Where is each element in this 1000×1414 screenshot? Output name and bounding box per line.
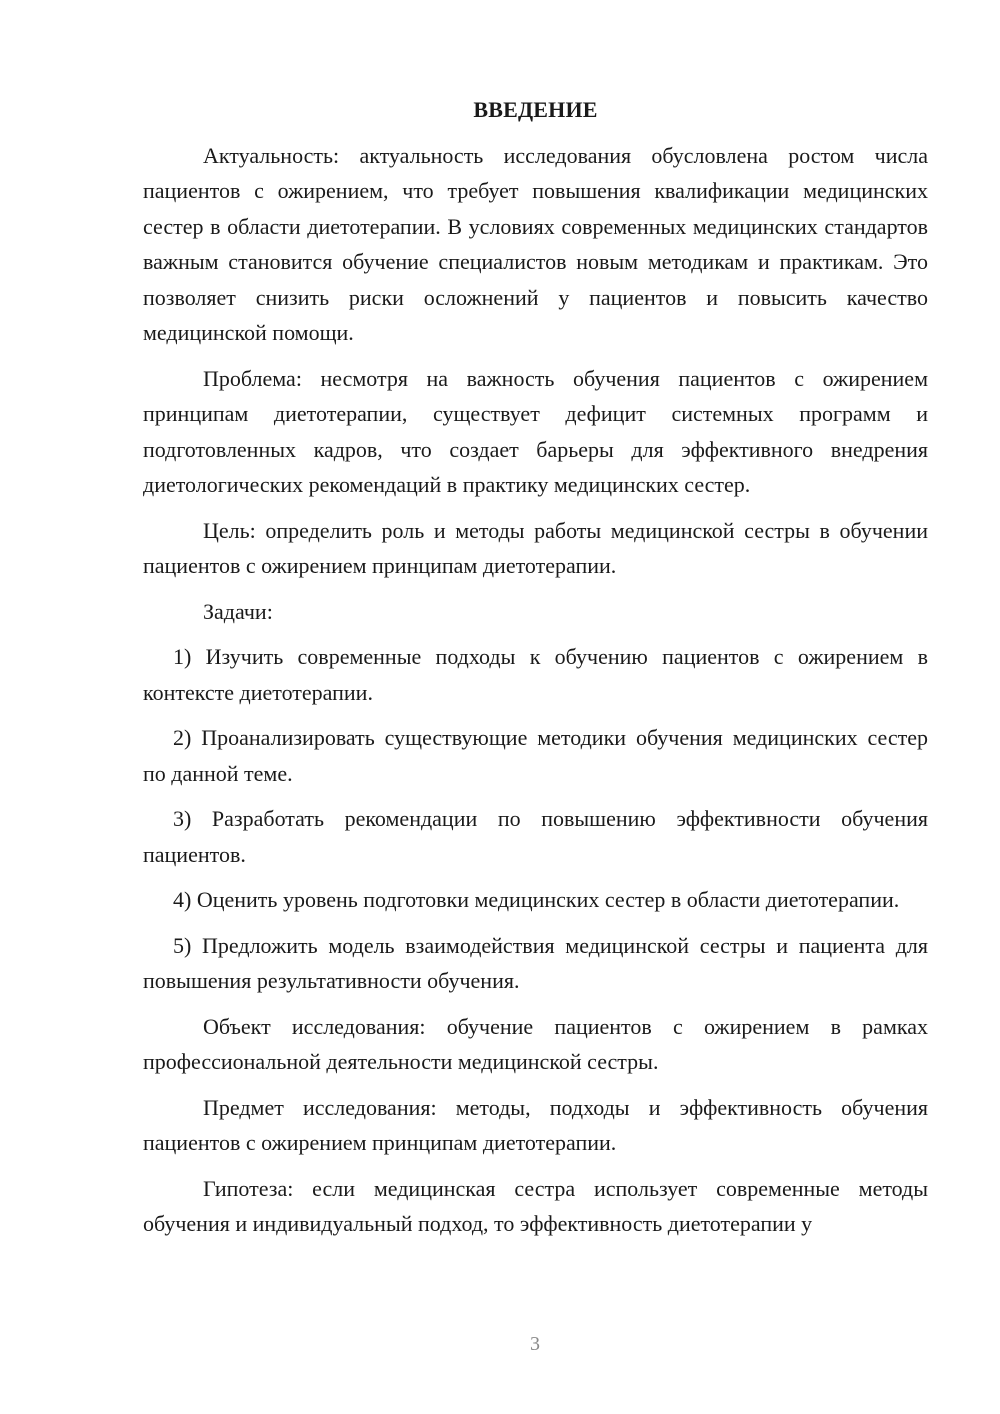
paragraph-relevance: Актуальность: актуальность исследования обусловлена ростом числа пациентов с ожирением, что требует повышения квалификации медицинских сестер в области диетотерапии. В условиях современных медицинских стандартов важным становится обучение специалистов новым методикам и практикам. Это позволяет снизить риски осложнений у пациентов и повысить качество медицинской помощи. <box>143 142 928 345</box>
task-item-5: 5) Предложить модель взаимодействия медицинской сестры и пациента для повышения результативности обучения. <box>143 932 928 993</box>
paragraph-goal: Цель: определить роль и методы работы медицинской сестры в обучении пациентов с ожирением принципам диетотерапии. <box>143 517 928 578</box>
page-number: 3 <box>530 1333 540 1355</box>
paragraph-problem: Проблема: несмотря на важность обучения пациентов с ожирением принципам диетотерапии, существует дефицит системных программ и подготовленных кадров, что создает барьеры для эффективного внедрения диетологических рекомендаций в практику медицинских сестер. <box>143 365 928 497</box>
page-content <box>143 92 928 1242</box>
page-heading: ВВЕДЕНИЕ <box>473 97 598 122</box>
task-item-1: 1) Изучить современные подходы к обучению пациентов с ожирением в контексте диетотерапии. <box>143 644 928 705</box>
paragraph-hypothesis: Гипотеза: если медицинская сестра использует современные методы обучения и индивидуальный подход, то эффективность диетотерапии у <box>143 1175 928 1236</box>
task-item-2: 2) Проанализировать существующие методики обучения медицинских сестер по данной теме. <box>143 725 928 786</box>
paragraph-subject: Предмет исследования: методы, подходы и эффективность обучения пациентов с ожирением принципам диетотерапии. <box>143 1094 928 1155</box>
paragraph-tasks-label: Задачи: <box>203 598 273 624</box>
paragraph-object: Объект исследования: обучение пациентов с ожирением в рамках профессиональной деятельности медицинской сестры. <box>143 1013 928 1074</box>
task-item-4: 4) Оценить уровень подготовки медицинских сестер в области диетотерапии. <box>173 887 900 912</box>
task-item-3: 3) Разработать рекомендации по повышению эффективности обучения пациентов. <box>143 806 928 867</box>
